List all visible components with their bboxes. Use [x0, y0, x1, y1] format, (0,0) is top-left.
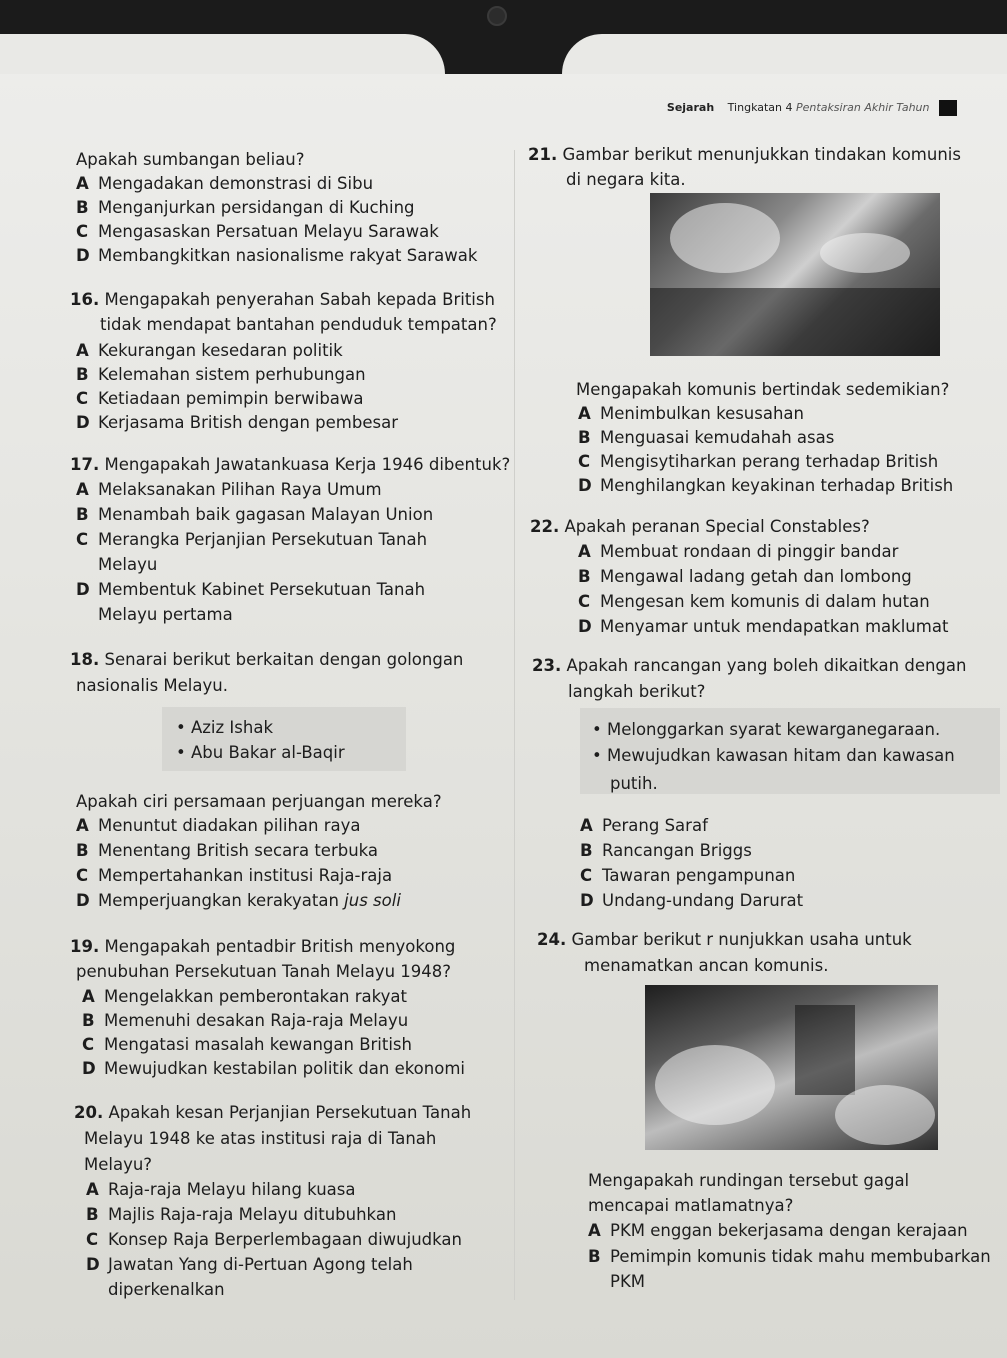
q24-question-line2: mencapai matlamatnya? [588, 1196, 794, 1215]
q17-option-b[interactable] [76, 505, 433, 525]
notch-left-corner [0, 34, 445, 74]
option-text: Ketiadaan pemimpin berwibawa [98, 389, 364, 408]
question-text: Mengapakah Jawatankuasa Kerja 1946 dibentuk? [104, 455, 511, 474]
q18-question: Apakah ciri persamaan perjuangan mereka? [76, 792, 442, 811]
option-letter: D [76, 580, 90, 599]
q24-stem [537, 930, 912, 950]
q22-option-b[interactable] [578, 567, 912, 587]
q18-option-b[interactable] [76, 841, 378, 861]
q20-option-b[interactable] [86, 1205, 396, 1225]
photo-ground [650, 288, 940, 356]
option-text: Menimbulkan kesusahan [600, 404, 805, 423]
option-text: Memperjuangkan kerakyatan [98, 891, 345, 910]
page-header [667, 100, 957, 116]
option-letter: B [588, 1247, 601, 1266]
option-letter: C [580, 866, 593, 885]
option-letter: B [76, 365, 89, 384]
question-number: 17. [70, 455, 100, 474]
q21-stem-line2: di negara kita. [566, 170, 686, 189]
communist-attack-photo [650, 193, 940, 356]
question-number: 20. [74, 1103, 104, 1122]
q15-option-b[interactable] [76, 198, 415, 218]
option-text: PKM enggan bekerjasama dengan kerajaan [610, 1221, 968, 1240]
q17-option-d[interactable] [76, 580, 425, 600]
option-text: Rancangan Briggs [602, 841, 752, 860]
option-letter: D [76, 891, 90, 910]
option-letter: B [580, 841, 593, 860]
question-text: Mengapakah pentadbir British menyokong [104, 937, 456, 956]
option-text: Konsep Raja Berperlembagaan diwujudkan [108, 1230, 462, 1249]
question-number: 18. [70, 650, 100, 669]
box-item-text: Mewujudkan kawasan hitam dan kawasan [606, 746, 955, 765]
option-text: Membangkitkan nasionalisme rakyat Sarawak [98, 246, 478, 265]
q23-option-b[interactable] [580, 841, 752, 861]
q17-option-d-cont [76, 605, 233, 625]
q21-stem [528, 145, 961, 165]
option-text: Mengelakkan pemberontakan rakyat [104, 987, 407, 1006]
q24-option-a[interactable] [588, 1221, 968, 1241]
header-level: Tingkatan 4 [727, 101, 793, 114]
q21-option-d[interactable] [578, 476, 953, 496]
photo-highlight [820, 233, 910, 273]
option-letter: D [86, 1255, 100, 1274]
option-text: Mengisytiharkan perang terhadap British [600, 452, 939, 471]
q24-question-line1: Mengapakah rundingan tersebut gagal [588, 1171, 910, 1190]
q19-option-a[interactable] [82, 987, 407, 1007]
q20-option-d[interactable] [86, 1255, 413, 1275]
option-letter: A [76, 341, 89, 360]
option-letter: A [588, 1221, 601, 1240]
box-item-text: Abu Bakar al-Baqir [190, 743, 345, 762]
phone-notch-area [0, 0, 1007, 74]
box-item-text: Aziz Ishak [190, 718, 274, 737]
photo-smoke [670, 203, 780, 273]
q17-option-c[interactable] [76, 530, 427, 550]
q23-box-item-2: • Mewujudkan kawasan hitam dan kawasan [592, 746, 955, 765]
q19-option-b[interactable] [82, 1011, 408, 1031]
q24-stem-line2: menamatkan ancan komunis. [584, 956, 829, 975]
q15-option-c[interactable] [76, 222, 439, 242]
q16-option-c[interactable] [76, 389, 364, 409]
q22-stem [530, 517, 870, 537]
option-text: Menuntut diadakan pilihan raya [98, 816, 361, 835]
option-letter: C [82, 1035, 95, 1054]
option-text: diperkenalkan [108, 1280, 225, 1299]
question-number: 19. [70, 937, 100, 956]
option-letter: A [578, 404, 591, 423]
q15-option-d[interactable] [76, 246, 477, 266]
option-text: Tawaran pengampunan [602, 866, 796, 885]
q23-box-item-2-cont: putih. [610, 774, 658, 793]
option-letter: C [578, 452, 591, 471]
option-letter: A [76, 174, 89, 193]
q16-option-d[interactable] [76, 413, 398, 433]
q23-option-d[interactable] [580, 891, 803, 911]
q18-stem [70, 650, 463, 670]
option-text: Mengawal ladang getah dan lombong [600, 567, 912, 586]
option-text: Melayu pertama [98, 605, 233, 624]
option-text: Menambah baik gagasan Malayan Union [98, 505, 434, 524]
q20-option-c[interactable] [86, 1230, 462, 1250]
option-text: PKM [610, 1272, 646, 1291]
option-text: Raja-raja Melayu hilang kuasa [108, 1180, 356, 1199]
option-text: Jawatan Yang di-Pertuan Agong telah [108, 1255, 413, 1274]
option-text: Perang Saraf [602, 816, 708, 835]
q16-stem [70, 290, 495, 310]
option-letter: C [578, 592, 591, 611]
q19-stem [70, 937, 455, 957]
q15-option-a[interactable] [76, 174, 373, 194]
q21-question: Mengapakah komunis bertindak sedemikian? [576, 380, 950, 399]
option-letter: A [82, 987, 95, 1006]
option-text: Menyamar untuk mendapatkan maklumat [600, 617, 949, 636]
option-text: Mengadakan demonstrasi di Sibu [98, 174, 374, 193]
q22-option-d[interactable] [578, 617, 948, 637]
q20-option-d-cont [86, 1280, 225, 1300]
baling-talks-photo [645, 985, 938, 1150]
option-letter: D [578, 476, 592, 495]
q21-option-b[interactable] [578, 428, 834, 448]
option-text: Membuat rondaan di pinggir bandar [600, 542, 899, 561]
option-letter: B [578, 428, 591, 447]
option-text: Merangka Perjanjian Persekutuan Tanah [98, 530, 428, 549]
option-letter: B [76, 841, 89, 860]
option-letter: A [76, 816, 89, 835]
option-text: Mengasaskan Persatuan Melayu Sarawak [98, 222, 439, 241]
option-letter: B [76, 505, 89, 524]
option-text: Majlis Raja-raja Melayu ditubuhkan [108, 1205, 397, 1224]
option-letter: B [76, 198, 89, 217]
option-text: Melaksanakan Pilihan Raya Umum [98, 480, 382, 499]
question-number: 23. [532, 656, 562, 675]
option-text: Melayu [98, 555, 158, 574]
option-letter: A [76, 480, 89, 499]
q20-stem-line3: Melayu? [84, 1155, 153, 1174]
notch-right-corner [562, 34, 1007, 74]
option-letter: C [76, 389, 89, 408]
question-text: Gambar berikut r nunjukkan usaha untuk [571, 930, 912, 949]
column-divider [514, 150, 515, 1300]
q16-option-b[interactable] [76, 365, 366, 385]
option-letter: D [82, 1059, 96, 1078]
q17-option-c-cont [76, 555, 157, 575]
q18-option-d[interactable] [76, 891, 401, 911]
q16-stem-line2: tidak mendapat bantahan penduduk tempatan? [100, 315, 497, 334]
photo-figure [795, 1005, 855, 1095]
option-letter: D [580, 891, 594, 910]
q18-box-item-1: • Aziz Ishak [176, 718, 274, 737]
option-text: Menghilangkan keyakinan terhadap British [600, 476, 954, 495]
q24-option-b[interactable] [588, 1247, 991, 1267]
option-letter: B [86, 1205, 99, 1224]
q18-option-a[interactable] [76, 816, 361, 836]
question-text: Senarai berikut berkaitan dengan golongan [104, 650, 464, 669]
q17-option-a[interactable] [76, 480, 382, 500]
header-subject: Sejarah [666, 101, 715, 114]
q17-stem [70, 455, 510, 475]
q23-stem-line2: langkah berikut? [568, 682, 706, 701]
q16-option-a[interactable] [76, 341, 343, 361]
option-letter: C [76, 866, 89, 885]
photo-table [655, 1045, 775, 1125]
question-number: 22. [530, 517, 560, 536]
box-item-text: Melonggarkan syarat kewarganegaraan. [606, 720, 941, 739]
option-text: Membentuk Kabinet Persekutuan Tanah [98, 580, 426, 599]
q20-stem-line2: Melayu 1948 ke atas institusi raja di Tanah [84, 1129, 437, 1148]
question-text: Apakah kesan Perjanjian Persekutuan Tanah [108, 1103, 472, 1122]
q19-option-c[interactable] [82, 1035, 412, 1055]
header-series: Pentaksiran Akhir Tahun [796, 101, 930, 114]
option-text: Undang-undang Darurat [602, 891, 804, 910]
option-text: Kelemahan sistem perhubungan [98, 365, 366, 384]
camera-icon [487, 6, 507, 26]
option-text: Pemimpin komunis tidak mahu membubarkan [610, 1247, 991, 1266]
option-letter: A [578, 542, 591, 561]
option-text: Menentang British secara terbuka [98, 841, 379, 860]
question-number: 21. [528, 145, 558, 164]
option-text: Mewujudkan kestabilan politik dan ekonomi [104, 1059, 465, 1078]
q24-option-b-cont [588, 1272, 645, 1292]
option-letter: D [76, 413, 90, 432]
book-logo-icon [939, 100, 957, 116]
q21-option-c[interactable] [578, 452, 938, 472]
option-text: Menganjurkan persidangan di Kuching [98, 198, 415, 217]
q23-option-c[interactable] [580, 866, 795, 886]
option-text: Menguasai kemudahah asas [600, 428, 835, 447]
q23-option-a[interactable] [580, 816, 708, 836]
q18-box-item-2: • Abu Bakar al-Baqir [176, 743, 345, 762]
option-letter: D [76, 246, 90, 265]
question-number: 16. [70, 290, 100, 309]
option-text: Mempertahankan institusi Raja-raja [98, 866, 393, 885]
question-number: 24. [537, 930, 567, 949]
q21-option-a[interactable] [578, 404, 804, 424]
q19-option-d[interactable] [82, 1059, 465, 1079]
option-letter: C [76, 222, 89, 241]
q20-option-a[interactable] [86, 1180, 355, 1200]
option-text: Mengatasi masalah kewangan British [104, 1035, 412, 1054]
question-text: Apakah peranan Special Constables? [564, 517, 870, 536]
q18-stem-line2: nasionalis Melayu. [76, 676, 228, 695]
option-letter: C [86, 1230, 99, 1249]
question-text: Mengapakah penyerahan Sabah kepada British [104, 290, 495, 309]
q23-stem [532, 656, 966, 676]
q23-box-item-1: • Melonggarkan syarat kewarganegaraan. [592, 720, 941, 739]
option-letter: B [578, 567, 591, 586]
question-text: Gambar berikut menunjukkan tindakan komunis [562, 145, 961, 164]
option-letter: A [86, 1180, 99, 1199]
photo-papers [835, 1085, 935, 1145]
q22-option-c[interactable] [578, 592, 930, 612]
option-text: Mengesan kem komunis di dalam hutan [600, 592, 930, 611]
q15-prompt: Apakah sumbangan beliau? [76, 150, 305, 169]
option-letter: B [82, 1011, 95, 1030]
option-letter: D [578, 617, 592, 636]
option-text: Kekurangan kesedaran politik [98, 341, 343, 360]
q22-option-a[interactable] [578, 542, 898, 562]
q18-option-c[interactable] [76, 866, 392, 886]
q20-stem [74, 1103, 471, 1123]
option-text: Memenuhi desakan Raja-raja Melayu [104, 1011, 409, 1030]
question-text: Apakah rancangan yang boleh dikaitkan dengan [566, 656, 967, 675]
option-letter: C [76, 530, 89, 549]
option-text: Kerjasama British dengan pembesar [98, 413, 398, 432]
q19-stem-line2: penubuhan Persekutuan Tanah Melayu 1948? [76, 962, 452, 981]
option-letter: A [580, 816, 593, 835]
option-italic-text: jus soli [344, 891, 401, 910]
